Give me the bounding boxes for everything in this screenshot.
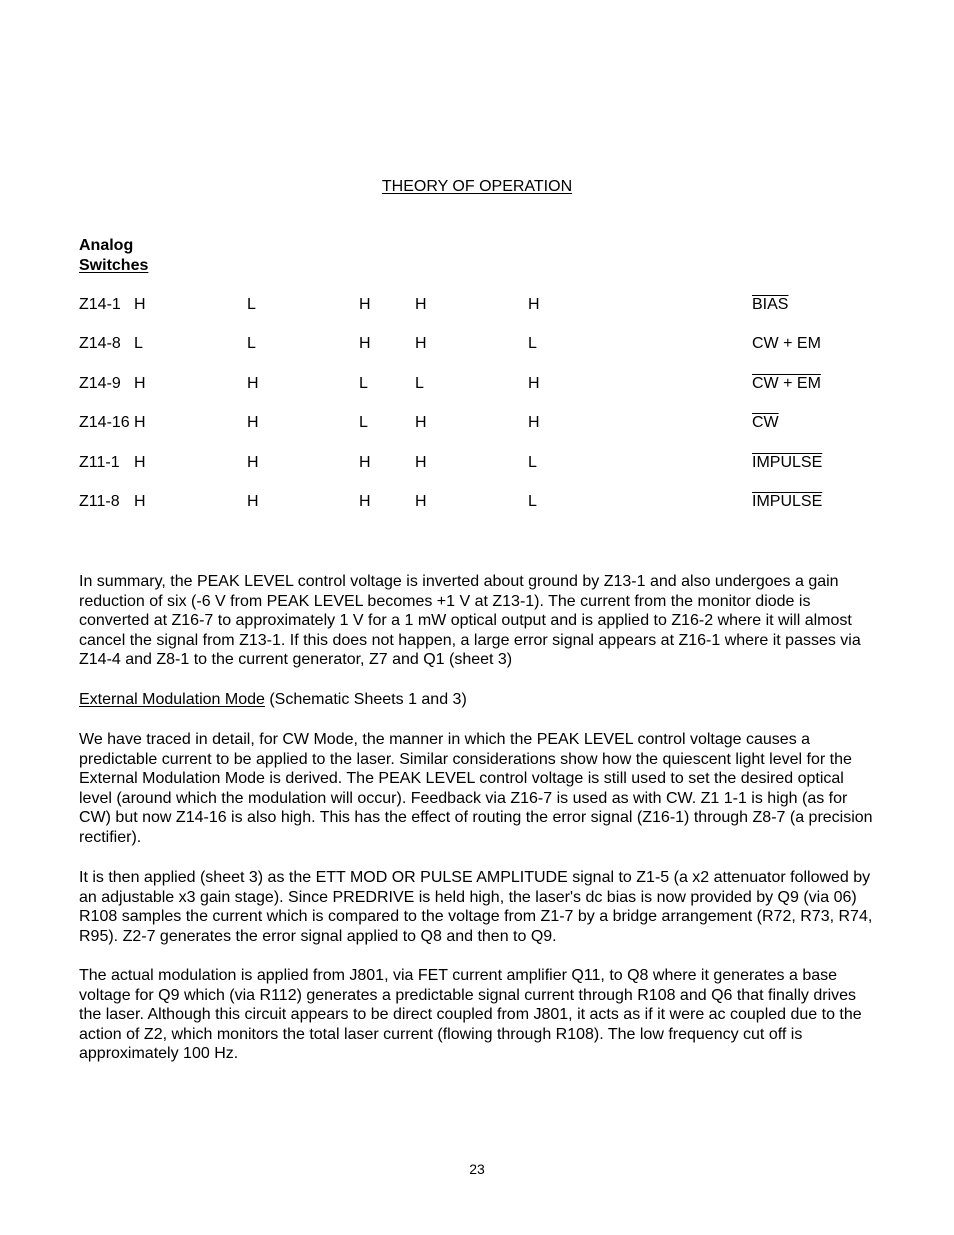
state-cell: L xyxy=(528,493,537,510)
signal-label: $\overline{CW}$ xyxy=(752,414,779,431)
switch-name: Z14-16 xyxy=(79,414,130,431)
state-cell: L xyxy=(359,375,368,392)
table-row xyxy=(0,335,954,355)
applied-paragraph: It is then applied (sheet 3) as the ETT MOD OR PULSE AMPLITUDE signal to Z1-5 (a x2 attenuator followed by an adjustable x3 gain stage). Since PREDRIVE is held high, the laser's dc bias is now provided by Q9 (via 06) R108 samples the current which is compared to the voltage from Z1-7 by a bridge arrangement (R72, R73, R74, R95). Z2-7 generates the error signal applied to Q8 and then to Q9. xyxy=(79,869,873,945)
summary-paragraph: In summary, the PEAK LEVEL control voltage is inverted about ground by Z13-1 and also undergoes a gain reduction of six (-6 V from PEAK LEVEL becomes +1 V at Z13-1). The current from the monitor diode is converted at Z16-7 to approximately 1 V for a 1 mW optical output and is applied to Z16-2 where it will almost cancel the signal from Z13-1. If this does not happen, a large error signal appears at Z16-1 where it passes via Z14-4 and Z8-1 to the current generator, Z7 and Q1 (sheet 3) xyxy=(79,573,861,669)
state-cell: H xyxy=(528,296,540,313)
state-cell: L xyxy=(134,335,143,352)
state-cell: H xyxy=(415,454,427,471)
switch-name: Z14-9 xyxy=(79,375,121,392)
state-cell: H xyxy=(247,493,259,510)
state-cell: H xyxy=(134,296,146,313)
table-row xyxy=(0,414,954,434)
state-cell: H xyxy=(247,414,259,431)
state-cell: L xyxy=(528,335,537,352)
page-title: THEORY OF OPERATION xyxy=(381,178,573,195)
state-cell: H xyxy=(134,493,146,510)
section-heading xyxy=(79,236,148,276)
state-cell: L xyxy=(528,454,537,471)
state-cell: H xyxy=(528,414,540,431)
state-cell: H xyxy=(528,375,540,392)
state-cell: H xyxy=(134,414,146,431)
state-cell: H xyxy=(247,375,259,392)
switch-name: Z14-8 xyxy=(79,335,121,352)
signal-label: CW + EM xyxy=(752,375,821,392)
state-cell: H xyxy=(415,414,427,431)
state-cell: H xyxy=(134,454,146,471)
switch-name: Z14-1 xyxy=(79,296,121,313)
state-cell: H xyxy=(134,375,146,392)
signal-label: IMPULSE xyxy=(752,454,823,471)
table-row xyxy=(0,454,954,474)
table-row xyxy=(0,375,954,395)
section-heading-line2: Switches xyxy=(79,257,149,274)
state-cell: H xyxy=(415,335,427,352)
table-row xyxy=(0,493,954,513)
ext-mod-heading-title: External Modulation Mode xyxy=(79,691,265,708)
table-row xyxy=(0,296,954,316)
signal-label: BIAS xyxy=(752,296,789,313)
ext-mod-heading xyxy=(79,690,879,710)
signal-label: IMPULSE xyxy=(752,493,823,510)
switch-name: Z11-8 xyxy=(79,493,120,510)
state-cell: H xyxy=(359,296,371,313)
state-cell: L xyxy=(247,335,256,352)
state-cell: H xyxy=(359,454,371,471)
signal-label: CW + EM xyxy=(752,335,821,352)
section-heading-line1: Analog xyxy=(79,237,134,254)
state-cell: H xyxy=(247,454,259,471)
traced-paragraph: We have traced in detail, for CW Mode, the manner in which the PEAK LEVEL control voltage causes a predictable current to be applied to the laser. Similar considerations show how the quiescent light level for the External Modulation Mode is derived. The PEAK LEVEL control voltage is still used to set the desired optical level (around which the modulation will occur). Feedback via Z16-7 is used as with CW. Z1 1-1 is high (as for CW) but now Z14-16 is also high. This has the effect of routing the error signal (Z16-1) through Z8-7 (a precision rectifier). xyxy=(79,731,873,846)
state-cell: L xyxy=(415,375,424,392)
state-cell: H xyxy=(415,493,427,510)
state-cell: L xyxy=(247,296,256,313)
switch-name: Z11-1 xyxy=(79,454,120,471)
state-cell: L xyxy=(359,414,368,431)
state-cell: H xyxy=(359,493,371,510)
page-number: 23 xyxy=(469,1161,485,1177)
ext-mod-heading-suffix: (Schematic Sheets 1 and 3) xyxy=(264,691,467,708)
state-cell: H xyxy=(359,335,371,352)
state-cell: H xyxy=(415,296,427,313)
actual-modulation-paragraph: The actual modulation is applied from J801, via FET current amplifier Q11, to Q8 where it generates a base voltage for Q9 which (via R112) generates a predictable signal current through R108 and Q6 that finally drives the laser. Although this circuit appears to be direct coupled from J801, it acts as if it were ac coupled due to the action of Z2, which monitors the total laser current (flowing through R108). The low frequency cut off is approximately 100 Hz. xyxy=(79,967,862,1063)
